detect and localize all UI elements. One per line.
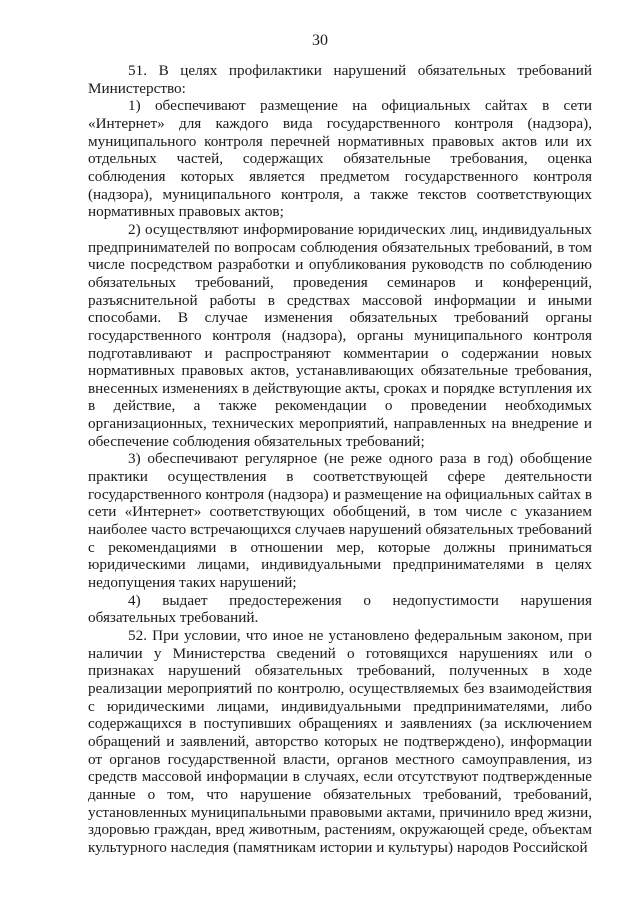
page-number: 30 xyxy=(312,32,328,49)
paragraph-52: 52. При условии, что иное не установлено федеральным законом, при наличии у Министерства сведений о готовящихся нарушениях или о признаках нарушений обязательных требований, полученных в ходе реализации мероприятий по контролю, осуществляемых без взаимодействия с юридическими лицами, индивидуальными предпринимателями, либо содержащихся в поступивших обращениях и заявлениях (за исключением обращений и заявлений, авторство которых не подтверждено), информации от органов государственной власти, органов местного самоуправления, из средств массовой информации в случаях, если отсутствуют подтвержденные данные о том, что нарушение обязательных требований, требований, установленных муниципальными правовыми актами, причинило вред жизни, здоровью граждан, вред животным, растениям, окружающей среде, объектам культурного наследия (памятникам истории и культуры) народов Российской xyxy=(88,627,592,856)
paragraph-51-item-1: 1) обеспечивают размещение на официальных сайтах в сети «Интернет» для каждого вида государственного контроля (надзора), муниципального контроля перечней нормативных правовых актов или их отдельных частей, содержащих обязательные требования, оценка соблюдения которых является предметом государственного контроля (надзора), муниципального контроля, а также текстов соответствующих нормативных правовых актов; xyxy=(88,97,592,221)
paragraph-51-item-2: 2) осуществляют информирование юридических лиц, индивидуальных предпринимателей по вопросам соблюдения обязательных требований, в том числе посредством разработки и опубликования руководств по соблюдению обязательных требований, проведения семинаров и конференций, разъяснительной работы в средствах массовой информации и иными способами. В случае изменения обязательных требований органы государственного контроля (надзора), органы муниципального контроля подготавливают и распространяют комментарии о содержании новых нормативных правовых актов, устанавливающих обязательные требования, внесенных изменениях в действующие акты, сроках и порядке вступления их в действие, а также рекомендации о проведении необходимых организационных, технических мероприятий, направленных на внедрение и обеспечение соблюдения обязательных требований; xyxy=(88,220,592,450)
paragraph-51-item-4: 4) выдает предостережения о недопустимости нарушения обязательных требований. xyxy=(88,591,592,627)
paragraph-51-intro: 51. В целях профилактики нарушений обязательных требований Министерство: xyxy=(88,62,592,97)
paragraph-51-item-3: 3) обеспечивают регулярное (не реже одного раза в год) обобщение практики осуществления в соответствующей сфере деятельности государственного контроля (надзора) и размещение на официальных сайтах в сети «Интернет» соответствующих обобщений, в том числе с указанием наиболее часто встречающихся случаев нарушений обязательных требований с рекомендациями в отношении мер, которые должны приниматься юридическими лицами, индивидуальными предпринимателями в целях недопущения таких нарушений; xyxy=(88,450,592,592)
document-body xyxy=(88,62,592,857)
